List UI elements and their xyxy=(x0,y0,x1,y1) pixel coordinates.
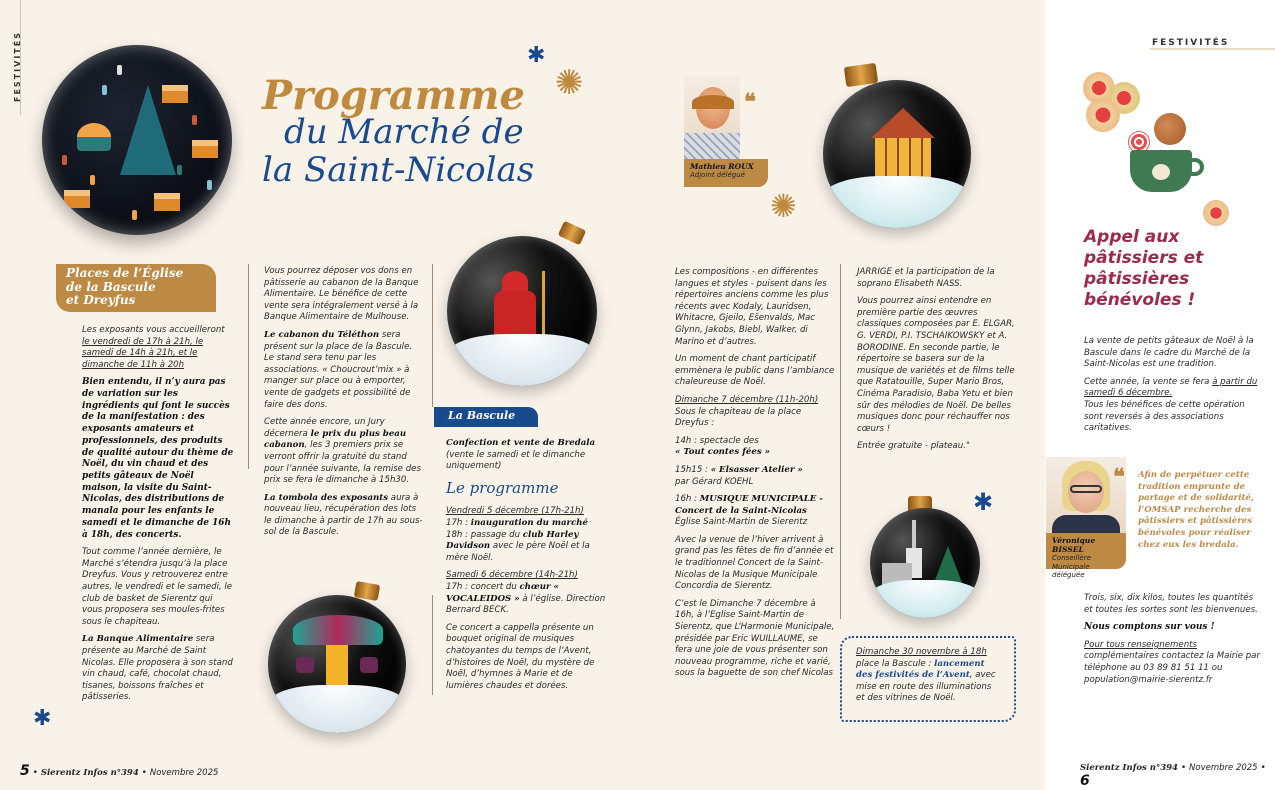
opening-hours-paragraph xyxy=(82,325,234,371)
dons-column xyxy=(264,266,424,545)
mitre-icon xyxy=(502,271,528,293)
market-stall-icon xyxy=(154,193,180,211)
comptons-paragraph: Nous comptons sur vous ! xyxy=(1084,622,1215,633)
column-divider xyxy=(432,595,433,695)
separator: • xyxy=(1260,763,1266,773)
contes-fees-label: « Tout contes fées » xyxy=(675,447,771,458)
person-icon xyxy=(117,65,122,75)
telethon-paragraph xyxy=(264,330,424,411)
appel-headline xyxy=(1084,227,1264,311)
concert-label: MUSIQUE MUNICIPALE - Concert de la Saint-Nicolas xyxy=(675,494,823,516)
quote-author-role: Adjoint délégué xyxy=(690,171,745,179)
bredala-label: Confection et vente de Bredala xyxy=(446,438,596,448)
sunday-column xyxy=(675,267,835,686)
person-icon xyxy=(207,180,212,190)
compositions-paragraph: Les compositions - en différentes langues et styles - puisent dans les répertoires anciens comme les plus récents avec Kodaly, Lauridsen, Whitacre, Gjeilo, Ešenvalds, Mac Glynn, Jakobs, Biebl, Walker, di Marino et d’autres. xyxy=(675,267,829,347)
separator: • xyxy=(141,768,147,778)
carousel-ornament xyxy=(268,595,406,733)
ornament-cap xyxy=(558,221,587,246)
jury-text: Cette année encore, un Jury décernera xyxy=(264,417,385,439)
saint-nicolas-ornament xyxy=(447,236,597,386)
person-icon xyxy=(192,115,197,125)
sunday-date: Dimanche 7 décembre (11h-20h) xyxy=(675,394,819,405)
benefices-text: Tous les bénéfices de cette opération sont reversés à des associations caritatives. xyxy=(1084,399,1245,434)
avent-callout-box xyxy=(840,636,1016,722)
carousel-icon xyxy=(77,123,111,151)
friday-schedule xyxy=(446,506,606,564)
vocaleidos-label: chœur « VOCALEIDOS » xyxy=(446,581,559,604)
vente-text: Cette année, la vente se fera xyxy=(1084,376,1213,387)
heart-icon xyxy=(1152,164,1170,180)
jury-prize-label: le prix du plus beau cabanon xyxy=(264,428,407,451)
avent-highlight: lancement des festivités de l’Avent xyxy=(856,658,985,681)
banque-paragraph xyxy=(82,634,234,704)
section-tag-vertical xyxy=(12,30,26,110)
harley-label: club Harley Davidson xyxy=(446,529,579,552)
snow-base xyxy=(870,580,980,619)
highlights-paragraph: Bien entendu, il n’y aura pas de variation sur les ingrédients qui font le succès de la manifestation : des exposants amateurs et professionnels, des produits de qualité autour du thème de Noël, du vin chaud et des petits gâteaux de Noël maison, la visite du Saint-Nicolas, des distributions de manala pour les enfants le samedi et le dimanche de 16h à 18h, des concerts. xyxy=(82,377,234,540)
person-icon xyxy=(132,210,137,220)
avent-date: Dimanche 30 novembre à 18h xyxy=(856,647,987,657)
schedule-time: 14h : spectacle des xyxy=(675,435,759,446)
quote-icon: ❝ xyxy=(744,89,756,115)
tombola-paragraph xyxy=(264,493,424,539)
snowflake-icon: ✱ xyxy=(33,706,52,731)
snowflake-icon: ✱ xyxy=(527,43,546,68)
schedule-time: 17h : xyxy=(446,517,471,528)
sunday-14h xyxy=(675,436,835,459)
tradition-paragraph: La vente de petits gâteaux de Noël à la Bascule dans le cadre du Marché de la Saint-Nicolas est une tradition. xyxy=(1084,336,1254,370)
magazine-name: Sierentz Infos n°394 xyxy=(1080,763,1178,773)
entree-paragraph: Entrée gratuite - plateau." xyxy=(857,441,970,452)
kilos-paragraph: Trois, six, dix kilos, toutes les quantités et toutes les sortes sont les bienvenues. xyxy=(1084,593,1258,615)
horse-icon xyxy=(296,657,314,673)
tombola-label: La tombola des exposants xyxy=(264,492,389,503)
sunday-15h15 xyxy=(675,465,835,488)
gingerbread-man-icon xyxy=(1154,113,1186,145)
sun-flake-icon: ✺ xyxy=(770,187,797,225)
places-heading-line: Places de l’Église xyxy=(66,266,184,280)
banque-text: sera présente au Marché de Saint Nicolas. Elle proposera à son stand vin chaud, café, chocolat chaud, tisanes, boissons fraîches et pâtisseries. xyxy=(82,634,233,703)
sun-flake-icon: ✺ xyxy=(555,63,584,103)
oeuvres-paragraph: Vous pourrez ainsi entendre en première partie des œuvres classiques composées par E. ELGAR, G. VERDI, P.I. TSCHAIKOWSKY et A. BORODINE. En seconde partie, le répertoire se basera sur de la musique de variétés et de films telle que Ratatouille, Super Mario Bros, Cinéma Paradisio, Baba Yetu et bien sûr des mélodies de Noël. De belles musiques donc pour réchauffer nos cœurs ! xyxy=(857,296,1015,434)
places-heading-line: et Dreyfus xyxy=(66,293,136,307)
telethon-label: Le cabanon du Téléthon xyxy=(264,329,380,340)
separator: • xyxy=(32,768,38,778)
contact-text[interactable]: complémentaires contactez la Mairie par téléphone au 03 89 81 51 11 ou population@mairie-sierentz.fr xyxy=(1084,651,1260,685)
sunday-16h xyxy=(675,494,835,529)
mathieu-roux-name-card xyxy=(684,159,768,187)
saturday-date: Samedi 6 décembre (14h-21h) xyxy=(446,570,578,581)
places-heading xyxy=(56,264,216,312)
market-stall-icon xyxy=(192,140,218,158)
person-icon xyxy=(177,165,182,175)
church-ornament xyxy=(870,508,980,618)
separator: • xyxy=(1180,763,1187,773)
schedule-time: 18h : passage du xyxy=(446,529,523,540)
sunday-intro xyxy=(675,395,835,430)
schedule-time: 16h : xyxy=(675,494,700,505)
issue-date: Novembre 2025 xyxy=(149,768,219,778)
headline-line: bénévoles ! xyxy=(1084,290,1196,310)
concert-column xyxy=(857,267,1017,459)
issue-date: Novembre 2025 xyxy=(1189,763,1258,773)
schedule-time: 15h15 : xyxy=(675,464,711,475)
elsasser-label: « Elsasser Atelier » xyxy=(710,464,803,475)
quote-author-name: Mathieu ROUX xyxy=(690,162,754,171)
person-icon xyxy=(62,155,67,165)
headline-line: pâtissiers et xyxy=(1084,248,1204,268)
hair-icon xyxy=(692,95,734,109)
dons-paragraph: Vous pourrez déposer vos dons en pâtisserie au cabanon de la Banque Alimentaire. Le bénéfice de cette vente sera intégralement versé à la Banque Alimentaire de Mulhouse. xyxy=(264,266,419,323)
magazine-name: Sierentz Infos n°394 xyxy=(40,768,139,778)
concert-description: Ce concert a cappella présente un bouquet original de musiques chatoyantes du temps de l’Avent, d’histoires de Noël, du mystère de Noël, d’hymnes à Marie et de lumières chaudes et dorées. xyxy=(446,622,595,691)
page-number: 5 xyxy=(20,763,30,779)
inauguration-label: inauguration du marché xyxy=(470,517,589,528)
column-divider xyxy=(432,264,433,407)
friday-date: Vendredi 5 décembre (17h-21h) xyxy=(446,506,584,517)
telethon-text: sera présent sur la place de la Bascule. Le stand sera tenu par les associations. « Choucrout’mix » à manger sur place ou à emporter, vente de gadgets et possibilité de faire des dons. xyxy=(264,329,413,410)
appel-closing xyxy=(1084,593,1264,692)
market-stall-icon xyxy=(162,85,188,103)
intro-text: Les exposants vous accueilleront xyxy=(82,325,225,335)
schedule-text: à l’église. Direction Bernard BECK. xyxy=(446,593,606,616)
snowflake-icon: ✱ xyxy=(973,488,994,516)
bascule-column xyxy=(446,438,606,698)
quote-author-name: Véronique BISSEL xyxy=(1052,536,1096,554)
jury-text: , les 3 premiers prix se verront offrir la gratuité du stand pour l’année suivante, la remise des prix se fera le dimanche à 15h30. xyxy=(264,440,421,486)
heart-cookie-icon xyxy=(1203,200,1229,226)
veronique-bissel-name-card xyxy=(1046,533,1126,579)
column-divider xyxy=(248,264,249,469)
market-globe-illustration xyxy=(42,45,232,235)
harmonie-paragraph: C’est le Dimanche 7 décembre à 16h, à l’Eglise Saint-Martin de Sierentz, que L’Harmonie Municipale, présidée par Eric WUILLAUME, se fera une joie de vous présenter son nouveau programme, riche et varié, sous la baguette de son chef Nicolas xyxy=(675,598,835,679)
banque-label: La Banque Alimentaire xyxy=(82,634,194,645)
page-number: 6 xyxy=(1080,773,1090,789)
opening-hours: le vendredi de 17h à 21h, le samedi de 14h à 21h, et le dimanche de 11h à 20h xyxy=(82,336,204,370)
jury-paragraph xyxy=(264,417,424,487)
hiver-paragraph: Avec la venue de l’hiver arrivent à grand pas les fêtes de fin d’année et le traditionnel Concert de la Saint-Nicolas de la Musique Municipale Concordia de Sierentz. xyxy=(675,534,834,592)
snow-base xyxy=(268,685,406,733)
bredala-paragraph xyxy=(446,438,606,473)
appel-body xyxy=(1084,336,1264,441)
house-roof-icon xyxy=(871,108,935,138)
market-stall-icon xyxy=(64,190,90,208)
church-spire-icon xyxy=(912,520,916,550)
mathieu-roux-photo xyxy=(684,75,740,159)
glasses-icon xyxy=(1070,485,1102,493)
footer-right xyxy=(1080,763,1275,789)
headline-line: pâtissières xyxy=(1084,269,1190,289)
avent-text: , avec mise en route des illuminations et des vitrines de Noël. xyxy=(856,670,996,704)
sweater-icon xyxy=(1052,515,1120,533)
bissel-quote-text: Afin de perpétuer cette tradition emprunte de partage et de solidarité, l’OMSAP recherche des pâtissiers et pâtissières bénévoles pour réaliser chez eux les bredala. xyxy=(1138,470,1254,550)
page-title-line2: du Marché de xyxy=(284,112,524,152)
person-icon xyxy=(90,175,95,185)
concert-place: Église Saint-Martin de Sierentz xyxy=(675,517,808,528)
shirt-icon xyxy=(684,133,740,159)
jarrige-paragraph: JARRIGE et la participation de la soprano Elisabeth NASS. xyxy=(857,267,995,289)
page-title-line1: Programme xyxy=(262,72,525,119)
page-title-line3: la Saint-Nicolas xyxy=(262,150,535,190)
person-icon xyxy=(102,85,107,95)
quote-icon: ❝ xyxy=(1113,464,1125,490)
chant-paragraph: Un moment de chant participatif emmènera le public dans l’ambiance chaleureuse de Noël. xyxy=(675,354,835,388)
bascule-heading: La Bascule xyxy=(434,407,538,427)
horse-icon xyxy=(360,657,378,673)
snow-base xyxy=(823,176,971,228)
dreyfus-paragraph: Tout comme l’année dernière, le Marché s’étendra jusqu’à la place Dreyfus. Vous y retrouverez entre autres, le vendredi et le samedi, le club de basket de Sierentz qui vous proposera ses moules-frites sous le chapiteau. xyxy=(82,547,233,627)
contact-label: Pour tous renseignements xyxy=(1084,639,1197,650)
heart-cookie-icon xyxy=(1086,98,1120,132)
places-heading-line: de la Bascule xyxy=(66,279,156,294)
section-tag-right: FESTIVITÉS xyxy=(1152,38,1230,48)
schedule-text: avec le père Noël et la mère Noël. xyxy=(446,541,590,563)
contact-paragraph xyxy=(1084,640,1264,686)
saturday-schedule xyxy=(446,570,606,616)
vente-paragraph xyxy=(1084,377,1264,435)
cup-icon xyxy=(1130,150,1192,192)
tombola-text: aura à nouveau lieu, récupération des lots le dimanche à partir de 17h au sous-sol de la Bascule. xyxy=(264,492,423,538)
alsatian-house-ornament xyxy=(823,80,971,228)
footer-left xyxy=(20,763,218,779)
schedule-time: 17h : concert du xyxy=(446,581,520,592)
snow-base xyxy=(447,334,597,387)
programme-title: Le programme xyxy=(446,478,559,497)
vente-date: à partir du samedi 6 décembre. xyxy=(1084,376,1258,399)
quote-author-role: Conseillère Municipale déléguée xyxy=(1052,554,1091,579)
column-divider xyxy=(840,264,841,619)
sunday-place: Sous le chapiteau de la place Dreyfus : xyxy=(675,406,802,429)
avent-place: place la Bascule : xyxy=(856,658,935,669)
carousel-roof-icon xyxy=(293,615,383,645)
schedule-text: par Gérard KOEHL xyxy=(675,476,754,487)
places-column xyxy=(82,325,234,710)
section-tag-rule xyxy=(1150,48,1275,50)
headline-line: Appel aux xyxy=(1084,227,1180,247)
bredala-note: (vente le samedi et le dimanche uniquement) xyxy=(446,449,586,472)
section-tag-label: FESTIVITÉS xyxy=(12,31,22,102)
